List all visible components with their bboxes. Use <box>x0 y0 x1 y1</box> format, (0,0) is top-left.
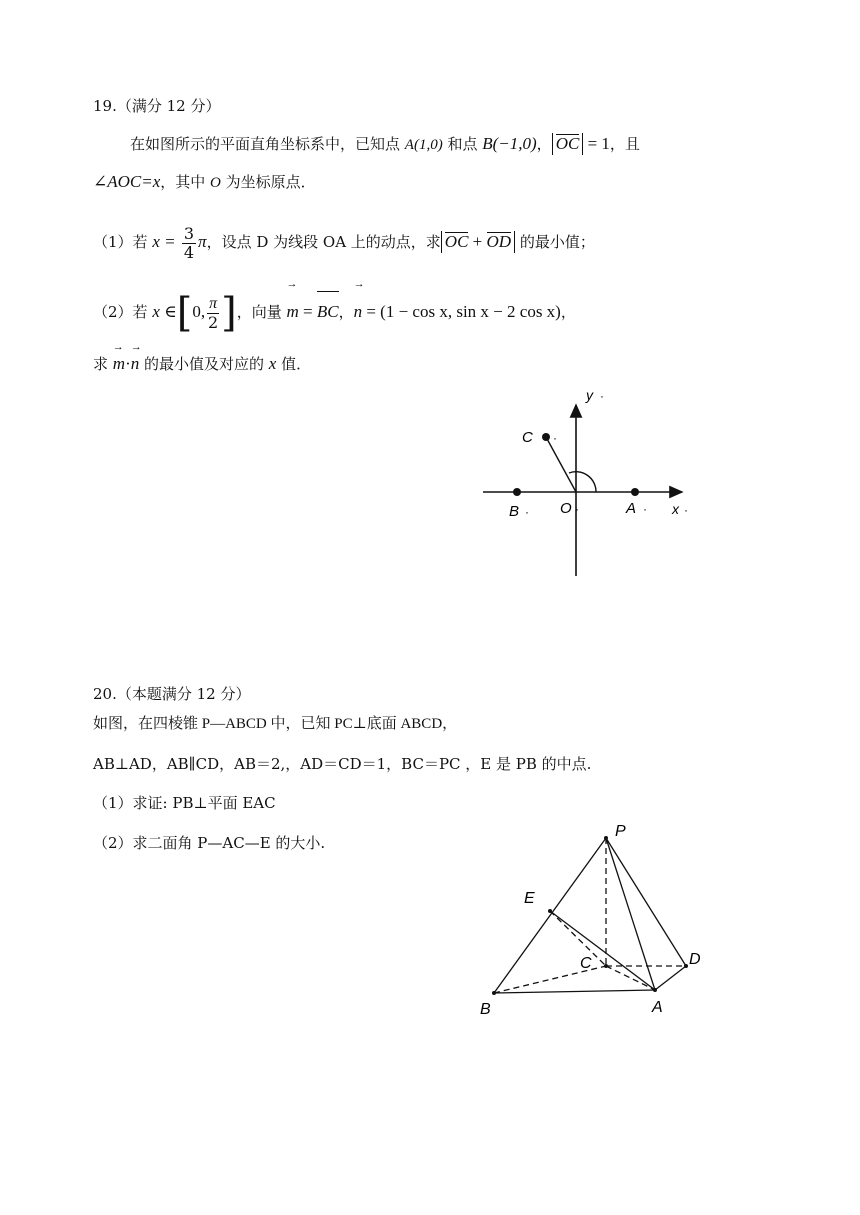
q20-line2: AB⊥AD，AB∥CD，AB＝2,，AD＝CD＝1，BC＝PC ，E 是 PB 的中点. <box>93 755 592 773</box>
q19-intro-b: 和点 <box>442 135 483 153</box>
label-c2: C <box>580 955 592 972</box>
vector-arrow-icon: → <box>112 341 124 353</box>
left-bracket: [ <box>176 290 193 336</box>
label-b-dot: · <box>525 505 529 519</box>
point-c <box>604 964 608 968</box>
p3-c: 值． <box>276 355 312 373</box>
label-o-dot: · <box>575 502 579 516</box>
vec-od: OD <box>486 232 512 251</box>
p2-num: π <box>209 294 218 312</box>
label-a2: A <box>652 999 663 1016</box>
label-x: x <box>672 501 679 517</box>
vector-arrow-icon: → <box>286 278 298 290</box>
q19-intro-f: 为坐标原点． <box>220 173 316 191</box>
vec-n: n → <box>353 278 365 321</box>
p2-end: ， <box>560 303 576 321</box>
vector-arrow-icon: → <box>130 341 142 353</box>
vec-bc: BC <box>317 290 339 334</box>
vec-n-2: n → <box>130 341 142 373</box>
edge-ad <box>655 966 686 990</box>
label-p: P <box>615 823 626 840</box>
p1-den: 4 <box>183 242 195 262</box>
edge-pa <box>606 838 655 990</box>
p1-label: （1）若 <box>93 233 153 251</box>
p2-label: （2）若 <box>93 303 153 321</box>
point-b: B(−1,0) <box>482 134 537 153</box>
label-y: y <box>586 387 593 403</box>
label-d: D <box>689 951 701 968</box>
label-x-dot: · <box>684 503 688 517</box>
p3-a: 求 <box>93 355 113 373</box>
segment-ec <box>550 911 606 966</box>
q20-part1: （1）求证: PB⊥平面 EAC <box>93 794 276 812</box>
q19-intro-d: ，且 <box>609 135 640 153</box>
point-p <box>604 836 608 840</box>
point-b-dot <box>513 488 521 496</box>
angle-aoc: ∠AOC=x <box>93 172 161 191</box>
label-a: A <box>626 500 637 517</box>
label-b2: B <box>480 1001 491 1018</box>
n-expression: = (1 − cos x, sin x − 2 cos x) <box>362 302 561 321</box>
segment-oc <box>546 437 576 492</box>
vector-arrow-icon: → <box>353 278 365 290</box>
p1-pi: π <box>198 232 207 251</box>
vec-m-2: m → <box>112 341 126 373</box>
edge-pd <box>606 838 686 966</box>
point-a <box>653 988 657 992</box>
origin-o: O <box>210 175 221 191</box>
label-o: O <box>560 500 572 517</box>
point-c-dot <box>542 433 550 441</box>
point-e <box>548 909 552 913</box>
point-a: A(1,0) <box>404 137 443 153</box>
p1-end: 的最小值； <box>515 233 595 251</box>
right-bracket: ] <box>221 290 237 336</box>
p1-x: x = <box>152 232 180 251</box>
point-a-dot <box>631 488 639 496</box>
q19-intro-e: ，其中 <box>160 173 211 191</box>
p2-zero: 0, <box>192 302 206 321</box>
segment-ea <box>550 911 655 990</box>
label-e: E <box>524 890 535 907</box>
p3-x: x <box>268 354 277 373</box>
label-b: B <box>509 503 520 520</box>
label-a-dot: · <box>643 502 647 516</box>
p2-text2: ， <box>338 303 354 321</box>
p2-eq: = <box>298 302 317 321</box>
label-c: C <box>522 429 533 446</box>
p1-num: 3 <box>183 223 195 243</box>
q20-part2: （2）求二面角 P—AC—E 的大小. <box>93 834 326 852</box>
p2-x: x ∈ <box>152 302 177 321</box>
plus: + <box>468 232 487 251</box>
segment-ca <box>606 966 655 990</box>
vec-oc-2: OC <box>444 232 469 251</box>
label-c-dot: · <box>553 431 557 445</box>
point-d <box>684 964 688 968</box>
q19-intro-c: ， <box>536 135 552 153</box>
label-y-dot: · <box>600 389 604 403</box>
edge-ba <box>494 990 655 993</box>
p3-b: 的最小值及对应的 <box>139 355 269 373</box>
vec-m: m → <box>286 278 299 321</box>
p1-text: ，设点 D 为线段 OA 上的动点，求 <box>206 233 441 251</box>
eq-one: = 1 <box>583 134 610 153</box>
vec-oc: OC <box>555 134 580 153</box>
point-b <box>492 991 496 995</box>
p2-den: 2 <box>207 312 219 332</box>
q19-header: 19.（满分 12 分） <box>93 97 221 115</box>
p3-dot: · <box>125 354 131 373</box>
q19-intro-a: 在如图所示的平面直角坐标系中，已知点 <box>130 135 405 153</box>
q20-line1: 如图，在四棱锥 P—ABCD 中，已知 PC⊥底面 ABCD， <box>93 716 458 732</box>
q20-header: 20.（本题满分 12 分） <box>93 685 251 703</box>
angle-arc <box>569 472 596 492</box>
p2-text: ，向量 <box>236 303 287 321</box>
